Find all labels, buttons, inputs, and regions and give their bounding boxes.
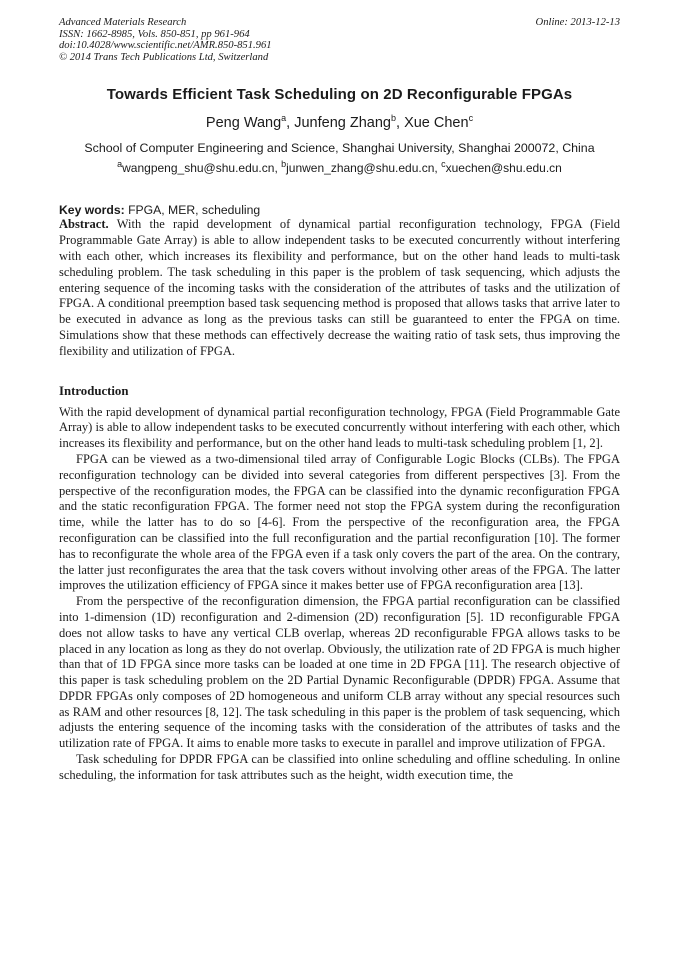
paper-title: Towards Efficient Task Scheduling on 2D Reconfigurable FPGAs — [106, 86, 573, 104]
keywords-text: FPGA, MER, scheduling — [124, 203, 261, 218]
copyright-line: © 2014 Trans Tech Publications Ltd, Switzerland — [59, 51, 269, 63]
abstract-text: With the rapid development of dynamical partial reconfiguration technology, FPGA (Field Programmable Gate Array) is able to allow independent tasks to be executed concurrently without interfering with each other, which increases its flexibility and performance, but on the other hand leads to multi-task scheduling problem. The task scheduling in this paper is the problem of task sequencing, which adjusts the entering sequence of the incoming tasks with the consideration of the attributes of tasks and the utilization of FPGA. A conditional preemption based task sequencing method is proposed that allows tasks that arrive later to be executed in advance as long as the previous tasks can still be guaranteed to enter the FPGA on time. Simulations show that these methods can effectively decrease the waiting ratio of task sets, thus improving the flexibility and utilization of FPGA. — [59, 217, 620, 358]
keywords-label: Key words: — [59, 203, 125, 218]
email-address: junwen_zhang@shu.edu.cn — [286, 161, 435, 176]
affiliation-line: School of Computer Engineering and Science, Shanghai University, Shanghai 200072, China — [84, 141, 595, 156]
email-address: wangpeng_shu@shu.edu.cn — [122, 161, 275, 176]
author-separator: , — [396, 115, 405, 132]
abstract-paragraph — [59, 217, 620, 359]
introduction-paragraph: Task scheduling for DPDR FPGA can be classified into online scheduling and offline scheduling. In online scheduling, the information for task attributes such as the height, width execution time, the — [59, 752, 620, 782]
email-affiliation-mark: c — [441, 159, 446, 170]
emails-line — [59, 161, 620, 176]
journal-info-block — [59, 17, 272, 63]
issn-line: ISSN: 1662-8985, Vols. 850-851, pp 961-964 — [59, 28, 250, 40]
keywords-line — [59, 203, 620, 217]
email-address: xuechen@shu.edu.cn — [445, 161, 562, 176]
author-name: Junfeng Zhang — [294, 115, 391, 132]
journal-header — [59, 17, 620, 63]
introduction-paragraph: FPGA can be viewed as a two-dimensional tiled array of Configurable Logic Blocks (CLBs). The FPGA reconfiguration technology can be divided into several categories from different perspectives [3]. From the perspective of the reconfiguration modes, the FPGA can be classified into the dynamic reconfiguration FPGA and the static reconfiguration FPGA. The former need not stop the FPGA system during the reconfiguration time, while the latter has to do so [4-6]. From the perspective of the reconfiguration area, the FPGA reconfiguration can be classified into the full reconfiguration and the partial reconfiguration [10]. The former has to reconfigurate the whole area of the FPGA even if a task only covers the part of the area. On the contrary, the latter just reconfigurates the area that the task covers without involving other areas of the FPGA. The latter improves the utilization efficiency of FPGA since it makes better use of FPGA reconfiguration area [13]. — [59, 451, 620, 593]
authors-line — [59, 115, 620, 132]
introduction-paragraph: From the perspective of the reconfiguration dimension, the FPGA partial reconfiguration can be classified into 1-dimension (1D) reconfiguration and 2-dimension (2D) reconfiguration [5]. 1D reconfigurable FPGA does not allow tasks to have any vertical CLB overlap, whereas 2D reconfigurable FPGA allows tasks to be placed in any location as long as they do not overlap. Obviously, the utilization rate of 2D FPGA is much higher than that of 1D FPGA since more tasks can be loaded at one time in 2D FPGA [11]. The research objective of this paper is task scheduling problem on the 2D Partial Dynamic Reconfigurable (DPDR) FPGA. Assume that DPDR FPGAs only composes of 2D homogeneous and uniform CLB array without any special resources such as RAM and other resources [8, 12]. The task scheduling in this paper is the problem of task sequencing, which adjusts the entering sequence of the incoming tasks with the consideration of the attributes of tasks and the utilization rate of FPGA. It aims to enable more tasks to execute in parallel and improve utilization of FPGA. — [59, 594, 620, 751]
section-heading-introduction: Introduction — [59, 383, 129, 398]
introduction-paragraph: With the rapid development of dynamical partial reconfiguration technology, FPGA (Field Programmable Gate Array) is able to allow independent tasks to be executed concurrently without interfering with each other, which increases its flexibility and performance, but on the other hand leads to multi-task scheduling problem [1, 2]. — [59, 404, 620, 451]
author-name: Peng Wang — [205, 115, 282, 132]
online-date: Online: 2013-12-13 — [535, 17, 620, 28]
author-affiliation-mark: b — [390, 113, 396, 124]
author-separator: , — [286, 115, 295, 132]
doi-line: doi:10.4028/www.scientific.net/AMR.850-851.961 — [59, 40, 272, 52]
author-affiliation-mark: c — [468, 113, 474, 124]
abstract-label: Abstract. — [59, 217, 109, 232]
journal-name: Advanced Materials Research — [59, 17, 187, 28]
email-separator: , — [274, 161, 282, 176]
author-name: Xue Chen — [404, 115, 469, 132]
author-affiliation-mark: a — [281, 113, 287, 124]
email-separator: , — [434, 161, 442, 176]
email-affiliation-mark: a — [117, 159, 123, 170]
email-affiliation-mark: b — [281, 159, 287, 170]
